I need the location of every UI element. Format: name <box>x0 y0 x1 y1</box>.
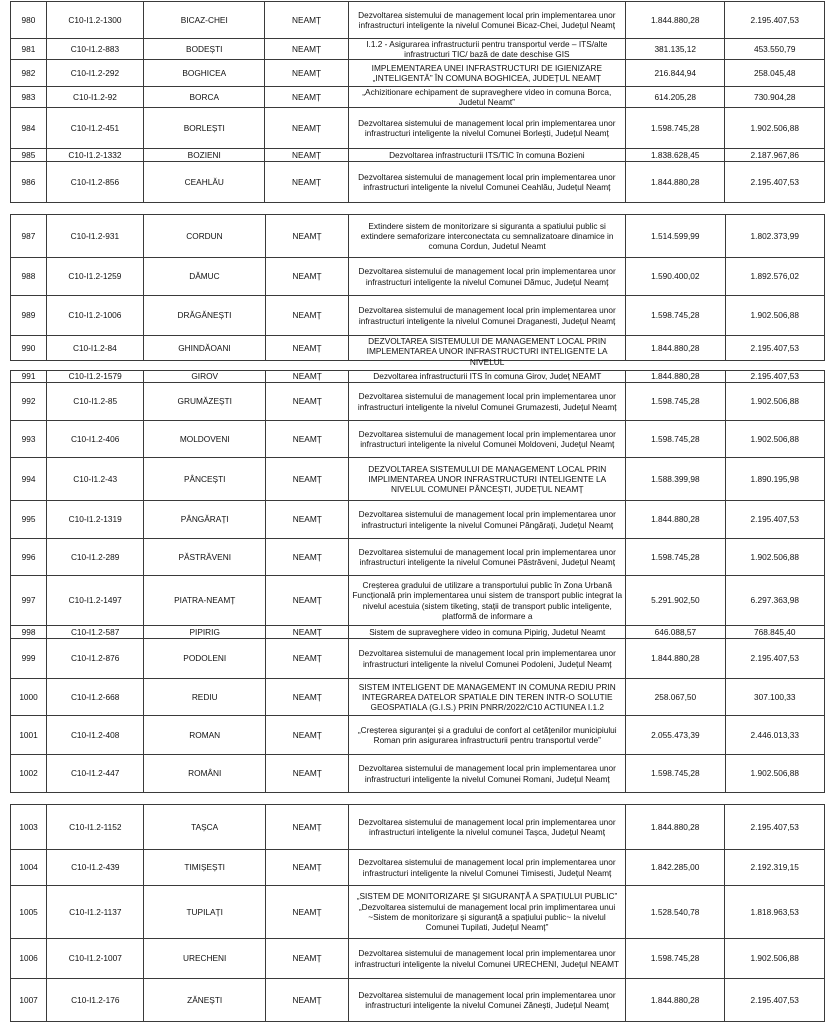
total-value-amount-cell: 2.192.319,15 <box>725 850 825 886</box>
total-value-amount-cell: 1.902.506,88 <box>725 108 825 149</box>
row-number-cell: 989 <box>11 296 47 336</box>
project-description-cell <box>349 258 626 296</box>
commune-name-cell: GHINDĂOANI <box>143 336 265 361</box>
value-amount-cell: 1.844.880,28 <box>625 2 724 39</box>
row-number-cell: 1007 <box>11 979 47 1022</box>
value-amount-cell: 646.088,57 <box>626 626 725 639</box>
row-number-cell: 992 <box>11 383 47 421</box>
commune-name-cell: GIROV <box>144 371 266 383</box>
table-row <box>11 979 825 1022</box>
table-row <box>11 149 825 162</box>
total-value-amount-cell: 2.195.407,53 <box>725 979 825 1022</box>
project-description-cell <box>349 805 626 850</box>
total-value-amount-cell: 2.195.407,53 <box>725 336 824 361</box>
project-code-cell: C10-I1.2-1319 <box>47 501 144 539</box>
data-table-block <box>10 370 825 793</box>
row-number-cell: 981 <box>11 39 47 60</box>
project-description-text: Dezvoltarea sistemului de management local prin implementarea unor infrastructuri inteligente la nivelul Comunei URECHENI, Județul NEAMT <box>354 948 620 969</box>
project-description-text: Dezvoltarea infrastructurii ITS în comuna Girov, Județ NEAMT <box>373 371 602 382</box>
commune-name-cell: PÂNCEȘTI <box>144 458 266 501</box>
project-description-cell <box>349 639 626 679</box>
table-row <box>11 108 825 149</box>
commune-name-cell: BOZIENI <box>144 149 265 162</box>
project-description-text: Dezvoltarea infrastructurii ITS/TIC în comuna Bozieni <box>389 149 585 160</box>
county-name-cell: NEAMȚ <box>266 383 349 421</box>
total-value-amount-cell: 2.446.013,33 <box>725 716 824 755</box>
project-description-cell <box>349 296 626 336</box>
project-description-text: Dezvoltarea sistemului de management local prin implementarea unor infrastructuri inteligente la nivelul Comunei Timisesti, Județul Neamț <box>358 857 616 878</box>
row-number-cell: 1002 <box>11 755 47 793</box>
commune-name-cell: URECHENI <box>144 939 265 979</box>
table-row <box>11 371 825 383</box>
project-code-cell: C10-I1.2-1579 <box>47 371 144 383</box>
value-amount-cell: 1.598.745,28 <box>626 539 725 576</box>
project-description-text: Sistem de supraveghere video in comuna Pipirig, Judetul Neamt <box>369 626 606 637</box>
value-amount-cell: 1.844.880,28 <box>625 162 724 203</box>
county-name-cell: NEAMȚ <box>265 939 348 979</box>
project-description-cell <box>348 108 625 149</box>
project-code-cell: C10-I1.2-1137 <box>47 886 144 939</box>
project-description-cell <box>348 2 625 39</box>
project-code-cell: C10-I1.2-451 <box>46 108 143 149</box>
county-name-cell: NEAMȚ <box>266 458 349 501</box>
total-value-amount-cell: 2.195.407,53 <box>725 2 825 39</box>
project-code-cell: C10-I1.2-408 <box>47 716 144 755</box>
project-code-cell: C10-I1.2-587 <box>47 626 144 639</box>
county-name-cell: NEAMȚ <box>265 215 348 258</box>
table-row <box>11 626 825 639</box>
project-code-cell: C10-I1.2-447 <box>47 755 144 793</box>
value-amount-cell: 1.842.285,00 <box>625 850 725 886</box>
project-code-cell: C10-I1.2-92 <box>46 87 143 108</box>
value-amount-cell: 1.598.745,28 <box>626 383 725 421</box>
value-amount-cell: 1.844.880,28 <box>625 805 725 850</box>
total-value-amount-cell: 2.195.407,53 <box>725 371 824 383</box>
row-number-cell: 993 <box>11 421 47 458</box>
total-value-amount-cell: 307.100,33 <box>725 679 824 716</box>
table-row <box>11 539 825 576</box>
value-amount-cell: 1.844.880,28 <box>626 336 725 361</box>
project-description-cell <box>349 336 626 367</box>
table-row <box>11 60 825 87</box>
row-number-cell: 1005 <box>11 886 47 939</box>
total-value-amount-cell: 1.818.963,53 <box>725 886 825 939</box>
county-name-cell: NEAMȚ <box>265 979 348 1022</box>
total-value-amount-cell: 2.195.407,53 <box>725 639 824 679</box>
value-amount-cell: 1.598.745,28 <box>626 755 725 793</box>
total-value-amount-cell: 1.902.506,88 <box>725 539 824 576</box>
project-code-cell: C10-I1.2-1332 <box>46 149 143 162</box>
project-description-cell <box>349 383 626 421</box>
county-name-cell: NEAMȚ <box>265 87 348 108</box>
commune-name-cell: REDIU <box>144 679 266 716</box>
project-code-cell: C10-I1.2-1259 <box>46 258 143 296</box>
row-number-cell: 1006 <box>11 939 47 979</box>
table-row <box>11 296 825 336</box>
county-name-cell: NEAMȚ <box>265 886 348 939</box>
project-description-cell <box>349 939 626 979</box>
total-value-amount-cell: 453.550,79 <box>725 39 825 60</box>
commune-name-cell: PIPIRIG <box>144 626 266 639</box>
table-row <box>11 716 825 755</box>
county-name-cell: NEAMȚ <box>265 162 348 203</box>
row-number-cell: 990 <box>11 336 47 361</box>
commune-name-cell: ZĂNEȘTI <box>144 979 265 1022</box>
value-amount-cell: 1.844.880,28 <box>626 371 725 383</box>
commune-name-cell: ROMAN <box>144 716 266 755</box>
project-code-cell: C10-I1.2-85 <box>47 383 144 421</box>
row-number-cell: 997 <box>11 576 47 626</box>
county-name-cell: NEAMȚ <box>265 2 348 39</box>
county-name-cell: NEAMȚ <box>265 60 348 87</box>
table-row <box>11 87 825 108</box>
value-amount-cell: 381.135,12 <box>625 39 724 60</box>
project-code-cell: C10-I1.2-883 <box>46 39 143 60</box>
value-amount-cell: 1.844.880,28 <box>626 639 725 679</box>
table-row <box>11 336 825 361</box>
value-amount-cell: 1.590.400,02 <box>626 258 725 296</box>
project-description-cell <box>349 458 626 501</box>
total-value-amount-cell: 2.195.407,53 <box>725 162 825 203</box>
commune-name-cell: PODOLENI <box>144 639 266 679</box>
row-number-cell: 987 <box>11 215 47 258</box>
county-name-cell: NEAMȚ <box>265 149 348 162</box>
commune-name-cell: DRĂGĂNEȘTI <box>143 296 265 336</box>
commune-name-cell: PĂSTRĂVENI <box>144 539 266 576</box>
value-amount-cell: 258.067,50 <box>626 679 725 716</box>
total-value-amount-cell: 768.845,40 <box>725 626 824 639</box>
commune-name-cell: TAȘCA <box>144 805 265 850</box>
commune-name-cell: CEAHLĂU <box>144 162 265 203</box>
total-value-amount-cell: 1.902.506,88 <box>725 939 825 979</box>
value-amount-cell: 1.514.599,99 <box>626 215 725 258</box>
project-code-cell: C10-I1.2-1007 <box>47 939 144 979</box>
value-amount-cell: 2.055.473,39 <box>626 716 725 755</box>
project-description-cell <box>349 421 626 458</box>
project-description-cell <box>348 87 625 108</box>
table-row <box>11 215 825 258</box>
commune-name-cell: ROMÂNI <box>144 755 266 793</box>
row-number-cell: 984 <box>11 108 47 149</box>
commune-name-cell: BOGHICEA <box>144 60 265 87</box>
row-number-cell: 986 <box>11 162 47 203</box>
value-amount-cell: 1.598.745,28 <box>625 108 724 149</box>
row-number-cell: 1003 <box>11 805 47 850</box>
commune-name-cell: TIMIȘEȘTI <box>144 850 265 886</box>
total-value-amount-cell: 6.297.363,98 <box>725 576 824 626</box>
county-name-cell: NEAMȚ <box>266 679 349 716</box>
project-code-cell: C10-I1.2-176 <box>47 979 144 1022</box>
commune-name-cell: PÂNGĂRAȚI <box>144 501 266 539</box>
commune-name-cell: CORDUN <box>143 215 265 258</box>
table-row <box>11 2 825 39</box>
project-description-text: Dezvoltarea sistemului de management local prin implementarea unor infrastructuri inteligente la nivelul Comunei Păstrăveni, Județul Neamț <box>358 546 616 567</box>
project-description-cell <box>348 149 625 162</box>
county-name-cell: NEAMȚ <box>266 716 349 755</box>
row-number-cell: 980 <box>11 2 47 39</box>
county-name-cell: NEAMȚ <box>266 421 349 458</box>
project-code-cell: C10-I1.2-1006 <box>46 296 143 336</box>
value-amount-cell: 1.588.399,98 <box>626 458 725 501</box>
table-row <box>11 755 825 793</box>
value-amount-cell: 614.205,28 <box>625 87 724 108</box>
row-number-cell: 999 <box>11 639 47 679</box>
project-description-cell <box>349 755 626 793</box>
table-row <box>11 501 825 539</box>
commune-name-cell: DĂMUC <box>143 258 265 296</box>
total-value-amount-cell: 1.802.373,99 <box>725 215 824 258</box>
project-code-cell: C10-I1.2-289 <box>47 539 144 576</box>
project-code-cell: C10-I1.2-856 <box>46 162 143 203</box>
table-row <box>11 639 825 679</box>
row-number-cell: 982 <box>11 60 47 87</box>
project-code-cell: C10-I1.2-292 <box>46 60 143 87</box>
project-description-text: Dezvoltarea sistemului de management local prin implementarea unor infrastructuri inteligente la nivelul Comunei Pângărați, Județul Neamț <box>358 509 616 530</box>
row-number-cell: 1000 <box>11 679 47 716</box>
county-name-cell: NEAMȚ <box>266 755 349 793</box>
total-value-amount-cell: 1.902.506,88 <box>725 296 824 336</box>
project-description-cell <box>348 162 625 203</box>
commune-name-cell: BORLEȘTI <box>144 108 265 149</box>
project-code-cell: C10-I1.2-43 <box>47 458 144 501</box>
table-row <box>11 576 825 626</box>
project-description-cell <box>349 850 626 886</box>
total-value-amount-cell: 2.195.407,53 <box>725 805 825 850</box>
value-amount-cell: 1.598.745,28 <box>626 296 725 336</box>
commune-name-cell: GRUMĂZEȘTI <box>144 383 266 421</box>
commune-name-cell: BICAZ-CHEI <box>144 2 265 39</box>
project-description-text: Dezvoltarea sistemului de management local prin implementarea unor infrastructuri inteligente la nivelul Comunei Podoleni, Județul Neamț <box>358 648 616 669</box>
row-number-cell: 998 <box>11 626 47 639</box>
project-description-text: SISTEM INTELIGENT DE MANAGEMENT IN COMUNA REDIU PRIN INTEGRAREA DATELOR SPATIALE DIN TEREN INTR-O SOLUTIE GEOSPATIALA (G.I.S.) PRIN PNRR/2022/C10 ACTIUNEA I.1.2 <box>358 681 616 713</box>
project-code-cell: C10-I1.2-84 <box>46 336 143 361</box>
county-name-cell: NEAMȚ <box>266 626 349 639</box>
project-description-cell <box>349 371 626 383</box>
project-description-text: Dezvoltarea sistemului de management local prin implementarea unor infrastructuri inteligente la nivelul Comunei Ceahlău, Județul Neamț <box>358 171 616 192</box>
total-value-amount-cell: 1.892.576,02 <box>725 258 824 296</box>
total-value-amount-cell: 730.904,28 <box>725 87 825 108</box>
project-description-text: DEZVOLTAREA SISTEMULUI DE MANAGEMENT LOCAL PRIN IMPLEMENTAREA UNOR INFRASTRUCTURI INTELIGENTE LA NIVELUL <box>366 336 608 367</box>
table-row <box>11 421 825 458</box>
value-amount-cell: 1.844.880,28 <box>626 501 725 539</box>
project-description-text: Dezvoltarea sistemului de management local prin implementarea unor infrastructuri inteligente la nivelul Comunei Dămuc, Județul Neamț <box>358 266 616 287</box>
project-description-cell <box>349 716 626 755</box>
commune-name-cell: PIATRA-NEAMȚ <box>144 576 266 626</box>
value-amount-cell: 1.598.745,28 <box>626 421 725 458</box>
total-value-amount-cell: 258.045,48 <box>725 60 825 87</box>
value-amount-cell: 1.838.628,45 <box>625 149 724 162</box>
project-description-cell <box>349 979 626 1022</box>
table-row <box>11 458 825 501</box>
project-description-cell <box>349 539 626 576</box>
value-amount-cell: 1.528.540,78 <box>625 886 725 939</box>
row-number-cell: 983 <box>11 87 47 108</box>
table-row <box>11 39 825 60</box>
commune-name-cell: TUPILAȚI <box>144 886 265 939</box>
project-code-cell: C10-I1.2-1152 <box>47 805 144 850</box>
county-name-cell: NEAMȚ <box>266 576 349 626</box>
county-name-cell: NEAMȚ <box>265 258 348 296</box>
total-value-amount-cell: 1.902.506,88 <box>725 383 824 421</box>
row-number-cell: 995 <box>11 501 47 539</box>
table-row <box>11 258 825 296</box>
project-description-text: Dezvoltarea sistemului de management local prin implementarea unor infrastructuri inteligente la nivelul Comunei Grumazesti, Județul Neamț <box>357 391 617 412</box>
project-description-text: Dezvoltarea sistemului de management local prin implementarea unor infrastructuri inteligente la nivelul Comunei Zănești, Județul Neamț <box>358 989 616 1010</box>
project-description-cell <box>349 576 626 626</box>
project-description-text: Dezvoltarea sistemului de management local prin implementarea unor infrastructuri inteligente la nivelul Comunei Moldoveni, Județul Neamț <box>358 428 616 449</box>
project-description-cell <box>349 215 626 258</box>
county-name-cell: NEAMȚ <box>266 639 349 679</box>
county-name-cell: NEAMȚ <box>266 539 349 576</box>
project-description-text: DEZVOLTAREA SISTEMULUI DE MANAGEMENT LOCAL PRIN IMPLIMENTAREA UNOR INFRASTRUCTURI INTELIGENTE LA NIVELUL COMUNEI PÂNCEȘTI, JUDEȚUL NEAMȚ <box>368 463 607 495</box>
commune-name-cell: BORCA <box>144 87 265 108</box>
project-description-text: Dezvoltarea sistemului de management local prin implementarea unor infrastructuri inteligente la nivelul Comunei Draganesti, Județul Neamț <box>358 305 616 326</box>
county-name-cell: NEAMȚ <box>266 501 349 539</box>
commune-name-cell: MOLDOVENI <box>144 421 266 458</box>
project-description-text: „Creșterea siguranței și a gradului de confort al cetățenilor municipiului Roman prin asigurarea infrastructurii pentru transportul verde” <box>357 724 617 745</box>
total-value-amount-cell: 1.902.506,88 <box>725 421 824 458</box>
project-description-cell <box>349 501 626 539</box>
project-description-text: „SISTEM DE MONITORIZARE ȘI SIGURANȚĂ A SPAȚIULUI PUBLIC” „Dezvoltarea sistemului de management local prin implimentarea unui ~Sistem de monitorizare și siguranță a spațiului public~ la nivelul Comunei Tupilati, Județul Neamț” <box>356 891 618 933</box>
table-row <box>11 939 825 979</box>
county-name-cell: NEAMȚ <box>265 805 348 850</box>
county-name-cell: NEAMȚ <box>265 336 348 361</box>
data-table-block <box>10 214 825 367</box>
project-code-cell: C10-I1.2-876 <box>47 639 144 679</box>
project-description-cell <box>349 679 626 716</box>
row-number-cell: 1001 <box>11 716 47 755</box>
row-number-cell: 985 <box>11 149 47 162</box>
row-number-cell: 994 <box>11 458 47 501</box>
total-value-amount-cell: 1.902.506,88 <box>725 755 824 793</box>
row-number-cell: 1004 <box>11 850 47 886</box>
county-name-cell: NEAMȚ <box>265 39 348 60</box>
value-amount-cell: 216.844,94 <box>625 60 724 87</box>
project-description-cell <box>349 626 626 639</box>
project-code-cell: C10-I1.2-931 <box>46 215 143 258</box>
project-code-cell: C10-I1.2-1300 <box>46 2 143 39</box>
total-value-amount-cell: 2.195.407,53 <box>725 501 824 539</box>
data-table-block <box>10 1 825 203</box>
project-code-cell: C10-I1.2-406 <box>47 421 144 458</box>
project-description-text: Dezvoltarea sistemului de management local prin implementarea unor infrastructuri inteligente la nivelul Comunei Romani, Județul Neamț <box>358 763 616 784</box>
total-value-amount-cell: 1.890.195,98 <box>725 458 824 501</box>
commune-name-cell: BODEȘTI <box>144 39 265 60</box>
table-row <box>11 383 825 421</box>
project-description-cell <box>348 60 625 87</box>
table-row <box>11 805 825 850</box>
table-row <box>11 162 825 203</box>
project-description-text: I.1.2 - Asigurarea infrastructurii pentru transportul verde – ITS/alte infrastructuri TIC/ bază de date deschise GIS <box>366 39 608 60</box>
project-description-cell <box>348 39 625 60</box>
row-number-cell: 988 <box>11 258 47 296</box>
project-description-text: „Achizitionare echipament de supraveghere video in comuna Borca, Judetul Neamt” <box>362 87 612 108</box>
value-amount-cell: 1.598.745,28 <box>625 939 725 979</box>
table-row <box>11 679 825 716</box>
county-name-cell: NEAMȚ <box>265 296 348 336</box>
value-amount-cell: 1.844.880,28 <box>625 979 725 1022</box>
project-code-cell: C10-I1.2-439 <box>47 850 144 886</box>
project-description-text: Creșterea gradului de utilizare a transportului public în Zona Urbană Funcțională prin implementarea unui sistem de transport public integrat la nivelul acestuia (sistem tiketing, stații de transport public inteligente, platformă de informare a <box>352 579 623 621</box>
project-description-text: IMPLEMENTAREA UNEI INFRASTRUCTURI DE IGIENIZARE „INTELIGENTĂ” ÎN COMUNA BOGHICEA, JUDEȚUL NEAMȚ <box>371 62 602 83</box>
project-code-cell: C10-I1.2-668 <box>47 679 144 716</box>
project-description-text: Dezvoltarea sistemului de management local prin implementarea unor infrastructuri inteligente la nivelul comunei Tașca, Județul Neamț <box>358 816 616 837</box>
project-description-cell <box>349 886 626 939</box>
table-row <box>11 886 825 939</box>
county-name-cell: NEAMȚ <box>265 850 348 886</box>
row-number-cell: 996 <box>11 539 47 576</box>
county-name-cell: NEAMȚ <box>266 371 349 383</box>
project-description-text: Dezvoltarea sistemului de management local prin implementarea unor infrastructuri inteligente la nivelul Comunei Bicaz-Chei, Județul Neamț <box>358 9 616 30</box>
project-code-cell: C10-I1.2-1497 <box>47 576 144 626</box>
total-value-amount-cell: 2.187.967,86 <box>725 149 825 162</box>
county-name-cell: NEAMȚ <box>265 108 348 149</box>
project-description-text: Dezvoltarea sistemului de management local prin implementarea unor infrastructuri inteligente la nivelul Comunei Borlești, Județul Neamț <box>358 117 616 138</box>
value-amount-cell: 5.291.902,50 <box>626 576 725 626</box>
project-description-text: Extindere sistem de monitorizare si siguranta a spatiului public si extindere semaforizare interconectata cu semnalizatoare dinamice in comuna Cordun, Judetul Neamt <box>360 220 614 252</box>
table-row <box>11 850 825 886</box>
data-table-block <box>10 804 825 1022</box>
row-number-cell: 991 <box>11 371 47 383</box>
